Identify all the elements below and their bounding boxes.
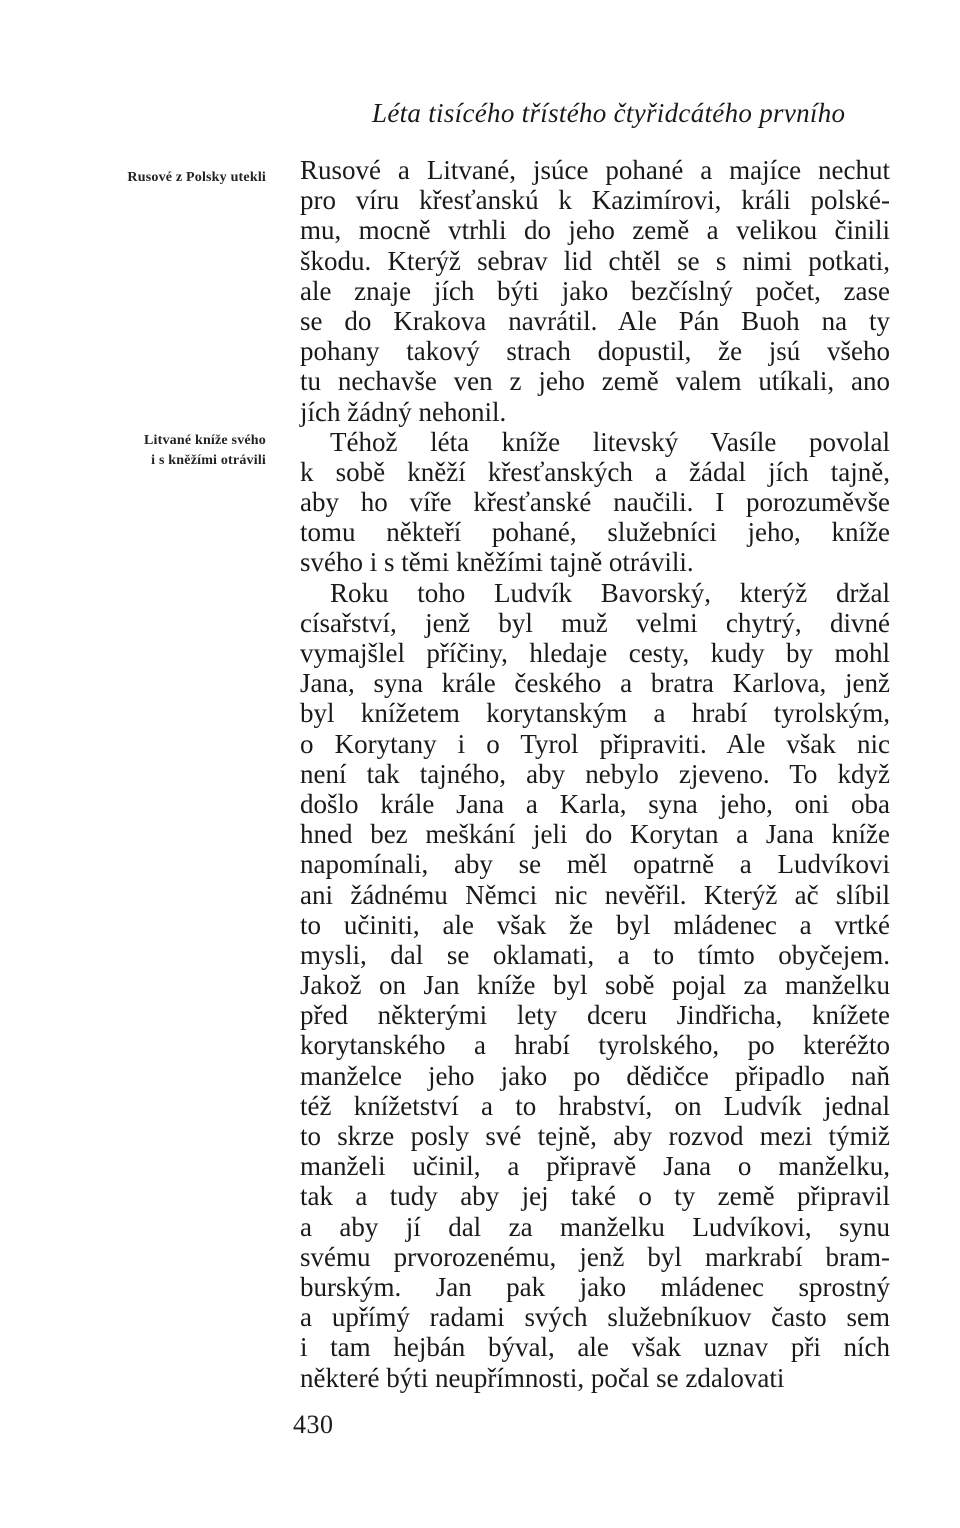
page-number: 430	[293, 1410, 334, 1439]
text-line: manželce jeho jako po dědičce připadlo naň	[300, 1060, 890, 1091]
margin-note-line: Litvané kníže svého	[143, 433, 266, 448]
running-head: Léta tisícého třístého čtyřidcátého prvního	[372, 98, 846, 128]
text-line: jích žádný nehonil.	[300, 396, 507, 427]
paragraph	[300, 578, 890, 1393]
text-line: i tam hejbán býval, ale však uznav při ních	[300, 1332, 890, 1363]
text-line: o Korytany i o Tyrol připraviti. Ale však nic	[300, 728, 890, 759]
text-line: manželi učinil, a připravě Jana o manželku,	[300, 1151, 890, 1182]
text-line: burským. Jan pak jako mládenec sprostný	[300, 1271, 890, 1302]
body-text	[300, 155, 890, 1393]
text-line: Jana, syna krále českého a bratra Karlova, jenž	[300, 668, 890, 699]
text-line: Téhož léta kníže litevský Vasíle povolal	[330, 426, 890, 457]
text-line: Roku toho Ludvík Bavorský, kterýž držal	[330, 577, 890, 608]
margin-note-line: Rusové z Polsky utekli	[127, 170, 266, 185]
text-line: to učiniti, ale však že byl mládenec a vrtké	[300, 909, 890, 940]
text-line: pohany takový strach dopustil, že jsú všeho	[300, 336, 890, 367]
margin-note-rusove	[66, 168, 266, 188]
text-line: císařství, jenž byl muž velmi chytrý, divné	[300, 607, 890, 638]
margin-note-line: i s kněžími otrávili	[151, 453, 266, 468]
text-line: svému prvorozenému, jenž byl markrabí bram-	[300, 1241, 890, 1272]
text-line: tu nechavše ven z jeho země valem utíkali, ano	[300, 366, 890, 397]
text-line: a aby jí dal za manželku Ludvíkovi, synu	[300, 1211, 890, 1242]
text-line: aby ho víře křesťanské naučili. I porozuměvše	[300, 487, 890, 518]
text-line: tak a tudy aby jej také o ty země připravil	[300, 1181, 890, 1212]
text-line: napomínali, aby se měl opatrně a Ludvíkovi	[300, 849, 890, 880]
paragraph	[300, 427, 890, 578]
text-line: mu, mocně vtrhli do jeho země a velikou činili	[300, 215, 890, 246]
text-line: k sobě kněží křesťanských a žádal jích tajně,	[300, 456, 890, 487]
text-line: před některými lety dceru Jindřicha, knížete	[300, 1000, 890, 1031]
text-line: mysli, dal se oklamati, a to tímto obyčejem.	[300, 939, 890, 970]
text-line: to skrze posly své tejně, aby rozvod mezi týmiž	[300, 1121, 890, 1151]
text-line: vymajšlel příčiny, hledaje cesty, kudy by mohl	[300, 638, 890, 668]
text-line: byl knížetem korytanským a hrabí tyrolským,	[300, 698, 890, 729]
text-line: škodu. Kterýž sebrav lid chtěl se s nimi potkati,	[300, 245, 890, 276]
text-line: a upřímý radami svých služebníkuov často sem	[300, 1302, 890, 1333]
paragraph	[300, 155, 890, 427]
text-line: ale znaje jích býti jako bezčíslný počet, zase	[300, 275, 890, 306]
text-line: některé býti neupřímnosti, počal se zdalovati	[300, 1362, 785, 1393]
text-line: Rusové a Litvané, jsúce pohané a majíce nechut	[300, 155, 890, 185]
text-line: došlo krále Jana a Karla, syna jeho, oni oba	[300, 788, 890, 819]
margin-note-litvane	[66, 431, 266, 471]
text-line: též knížetství a to hrabství, on Ludvík jednal	[300, 1090, 890, 1121]
text-line: svého i s těmi kněžími tajně otrávili.	[300, 547, 694, 578]
text-line: se do Krakova navrátil. Ale Pán Buoh na ty	[300, 305, 890, 336]
text-line: ani žádnému Němci nic nevěřil. Kterýž ač slíbil	[300, 879, 890, 910]
text-line: korytanského a hrabí tyrolského, po kteréžto	[300, 1030, 890, 1061]
text-line: Jakož on Jan kníže byl sobě pojal za manželku	[300, 970, 890, 1001]
text-line: tomu někteří pohané, služebníci jeho, kníže	[300, 517, 890, 548]
text-line: pro víru křesťanskú k Kazimírovi, králi polské-	[300, 185, 890, 216]
text-line: není tak tajného, aby nebylo zjeveno. To když	[300, 758, 890, 789]
text-line: hned bez meškání jeli do Korytan a Jana kníže	[300, 819, 890, 850]
